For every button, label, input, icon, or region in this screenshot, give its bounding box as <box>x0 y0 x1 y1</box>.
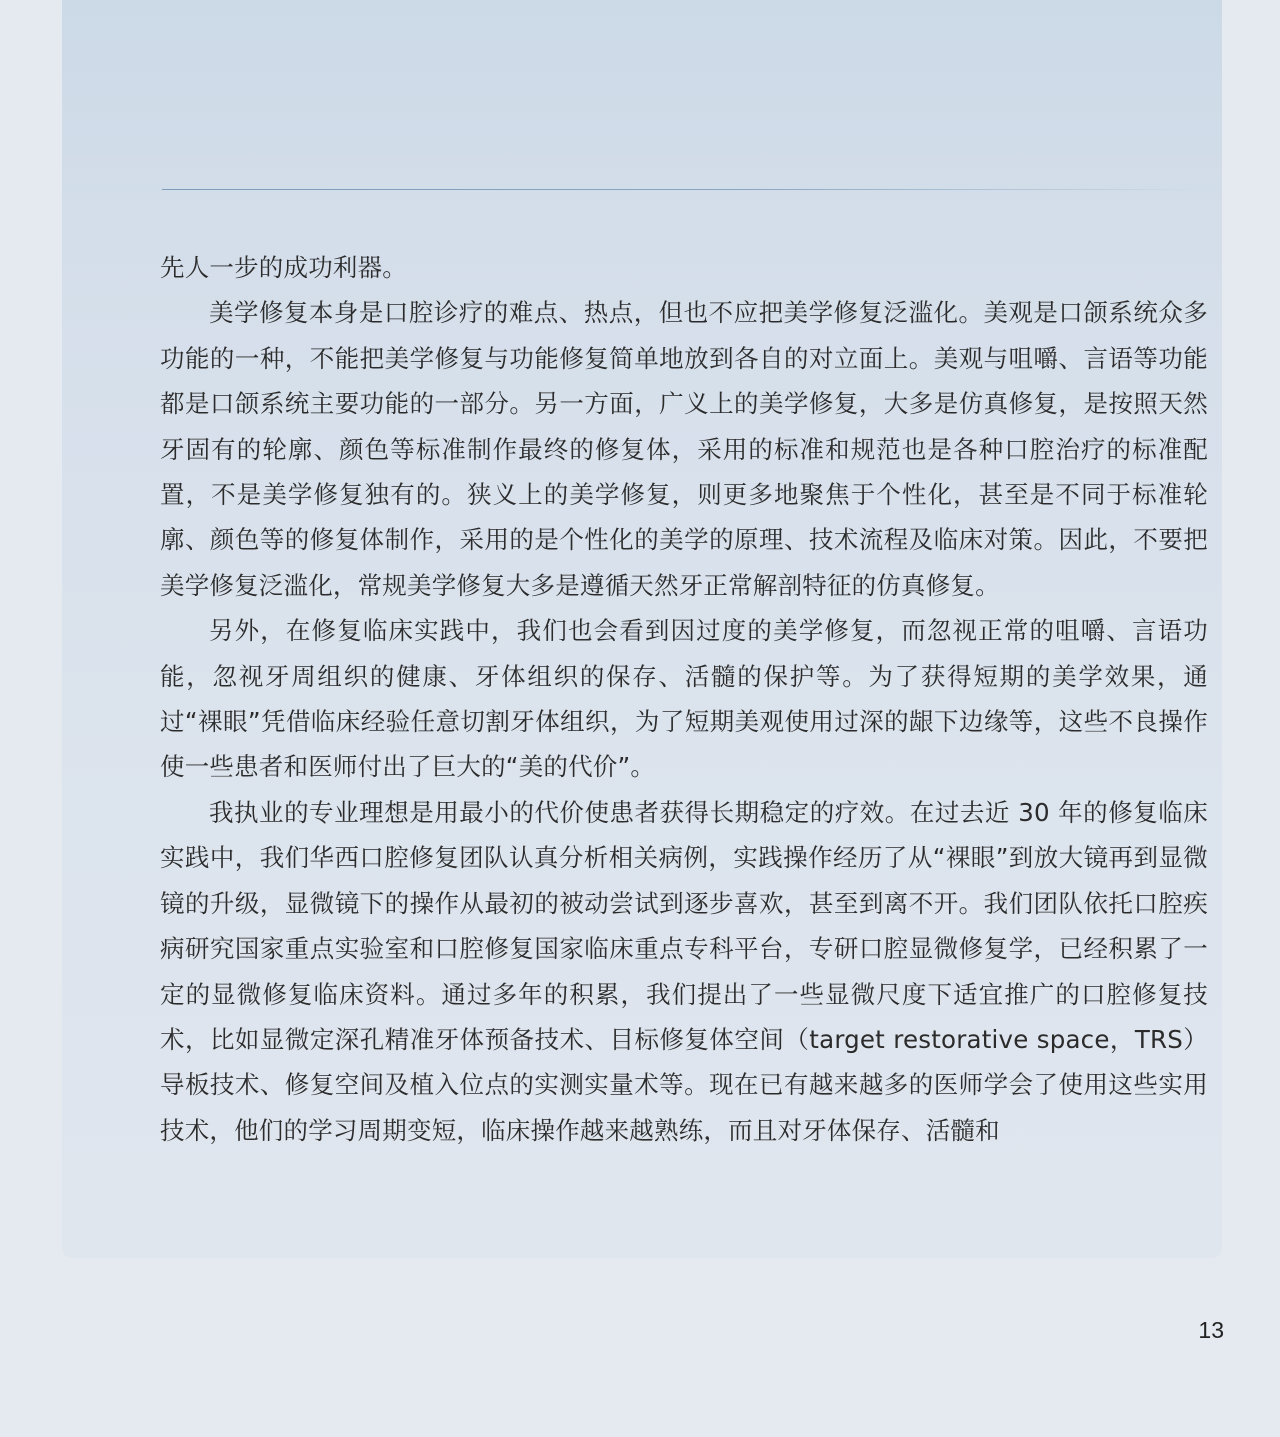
paragraph-over-restoration: 另外，在修复临床实践中，我们也会看到因过度的美学修复，而忽视正常的咀嚼、言语功能，忽视牙周组织的健康、牙体组织的保存、活髓的保护等。为了获得短期的美学效果，通过“裸眼”凭借临床经验任意切割牙体组织，为了短期美观使用过深的龈下边缘等，这些不良操作使一些患者和医师付出了巨大的“美的代价”。 <box>160 616 1208 782</box>
paragraph-aesthetic-restoration: 美学修复本身是口腔诊疗的难点、热点，但也不应把美学修复泛滥化。美观是口颌系统众多功能的一种，不能把美学修复与功能修复简单地放到各自的对立面上。美观与咀嚼、言语等功能都是口颌系统主要功能的一部分。另一方面，广义上的美学修复，大多是仿真修复，是按照天然牙固有的轮廓、颜色等标准制作最终的修复体，采用的标准和规范也是各种口腔治疗的标准配置，不是美学修复独有的。狭义上的美学修复，则更多地聚焦于个性化，甚至是不同于标准轮廓、颜色等的修复体制作，采用的是个性化的美学的原理、技术流程及临床对策。因此，不要把美学修复泛滥化，常规美学修复大多是遵循天然牙正常解剖特征的仿真修复。 <box>160 298 1208 600</box>
page-number: 13 <box>1198 1317 1224 1343</box>
article-body <box>160 245 1208 1153</box>
paragraph-professional-ideal: 我执业的专业理想是用最小的代价使患者获得长期稳定的疗效。在过去近 30 年的修复临床实践中，我们华西口腔修复团队认真分析相关病例，实践操作经历了从“裸眼”到放大镜再到显微镜的升级，显微镜下的操作从最初的被动尝试到逐步喜欢，甚至到离不开。我们团队依托口腔疾病研究国家重点实验室和口腔修复国家临床重点专科平台，专研口腔显微修复学，已经积累了一定的显微修复临床资料。通过多年的积累，我们提出了一些显微尺度下适宜推广的口腔修复技术，比如显微定深孔精准牙体预备技术、目标修复体空间（target restorative space，TRS）导板技术、修复空间及植入位点的实测实量术等。现在已有越来越多的医师学会了使用这些实用技术，他们的学习周期变短，临床操作越来越熟练，而且对牙体保存、活髓和 <box>160 797 1208 1145</box>
header-divider <box>162 189 1204 190</box>
paragraph-continuation: 先人一步的成功利器。 <box>160 253 407 282</box>
